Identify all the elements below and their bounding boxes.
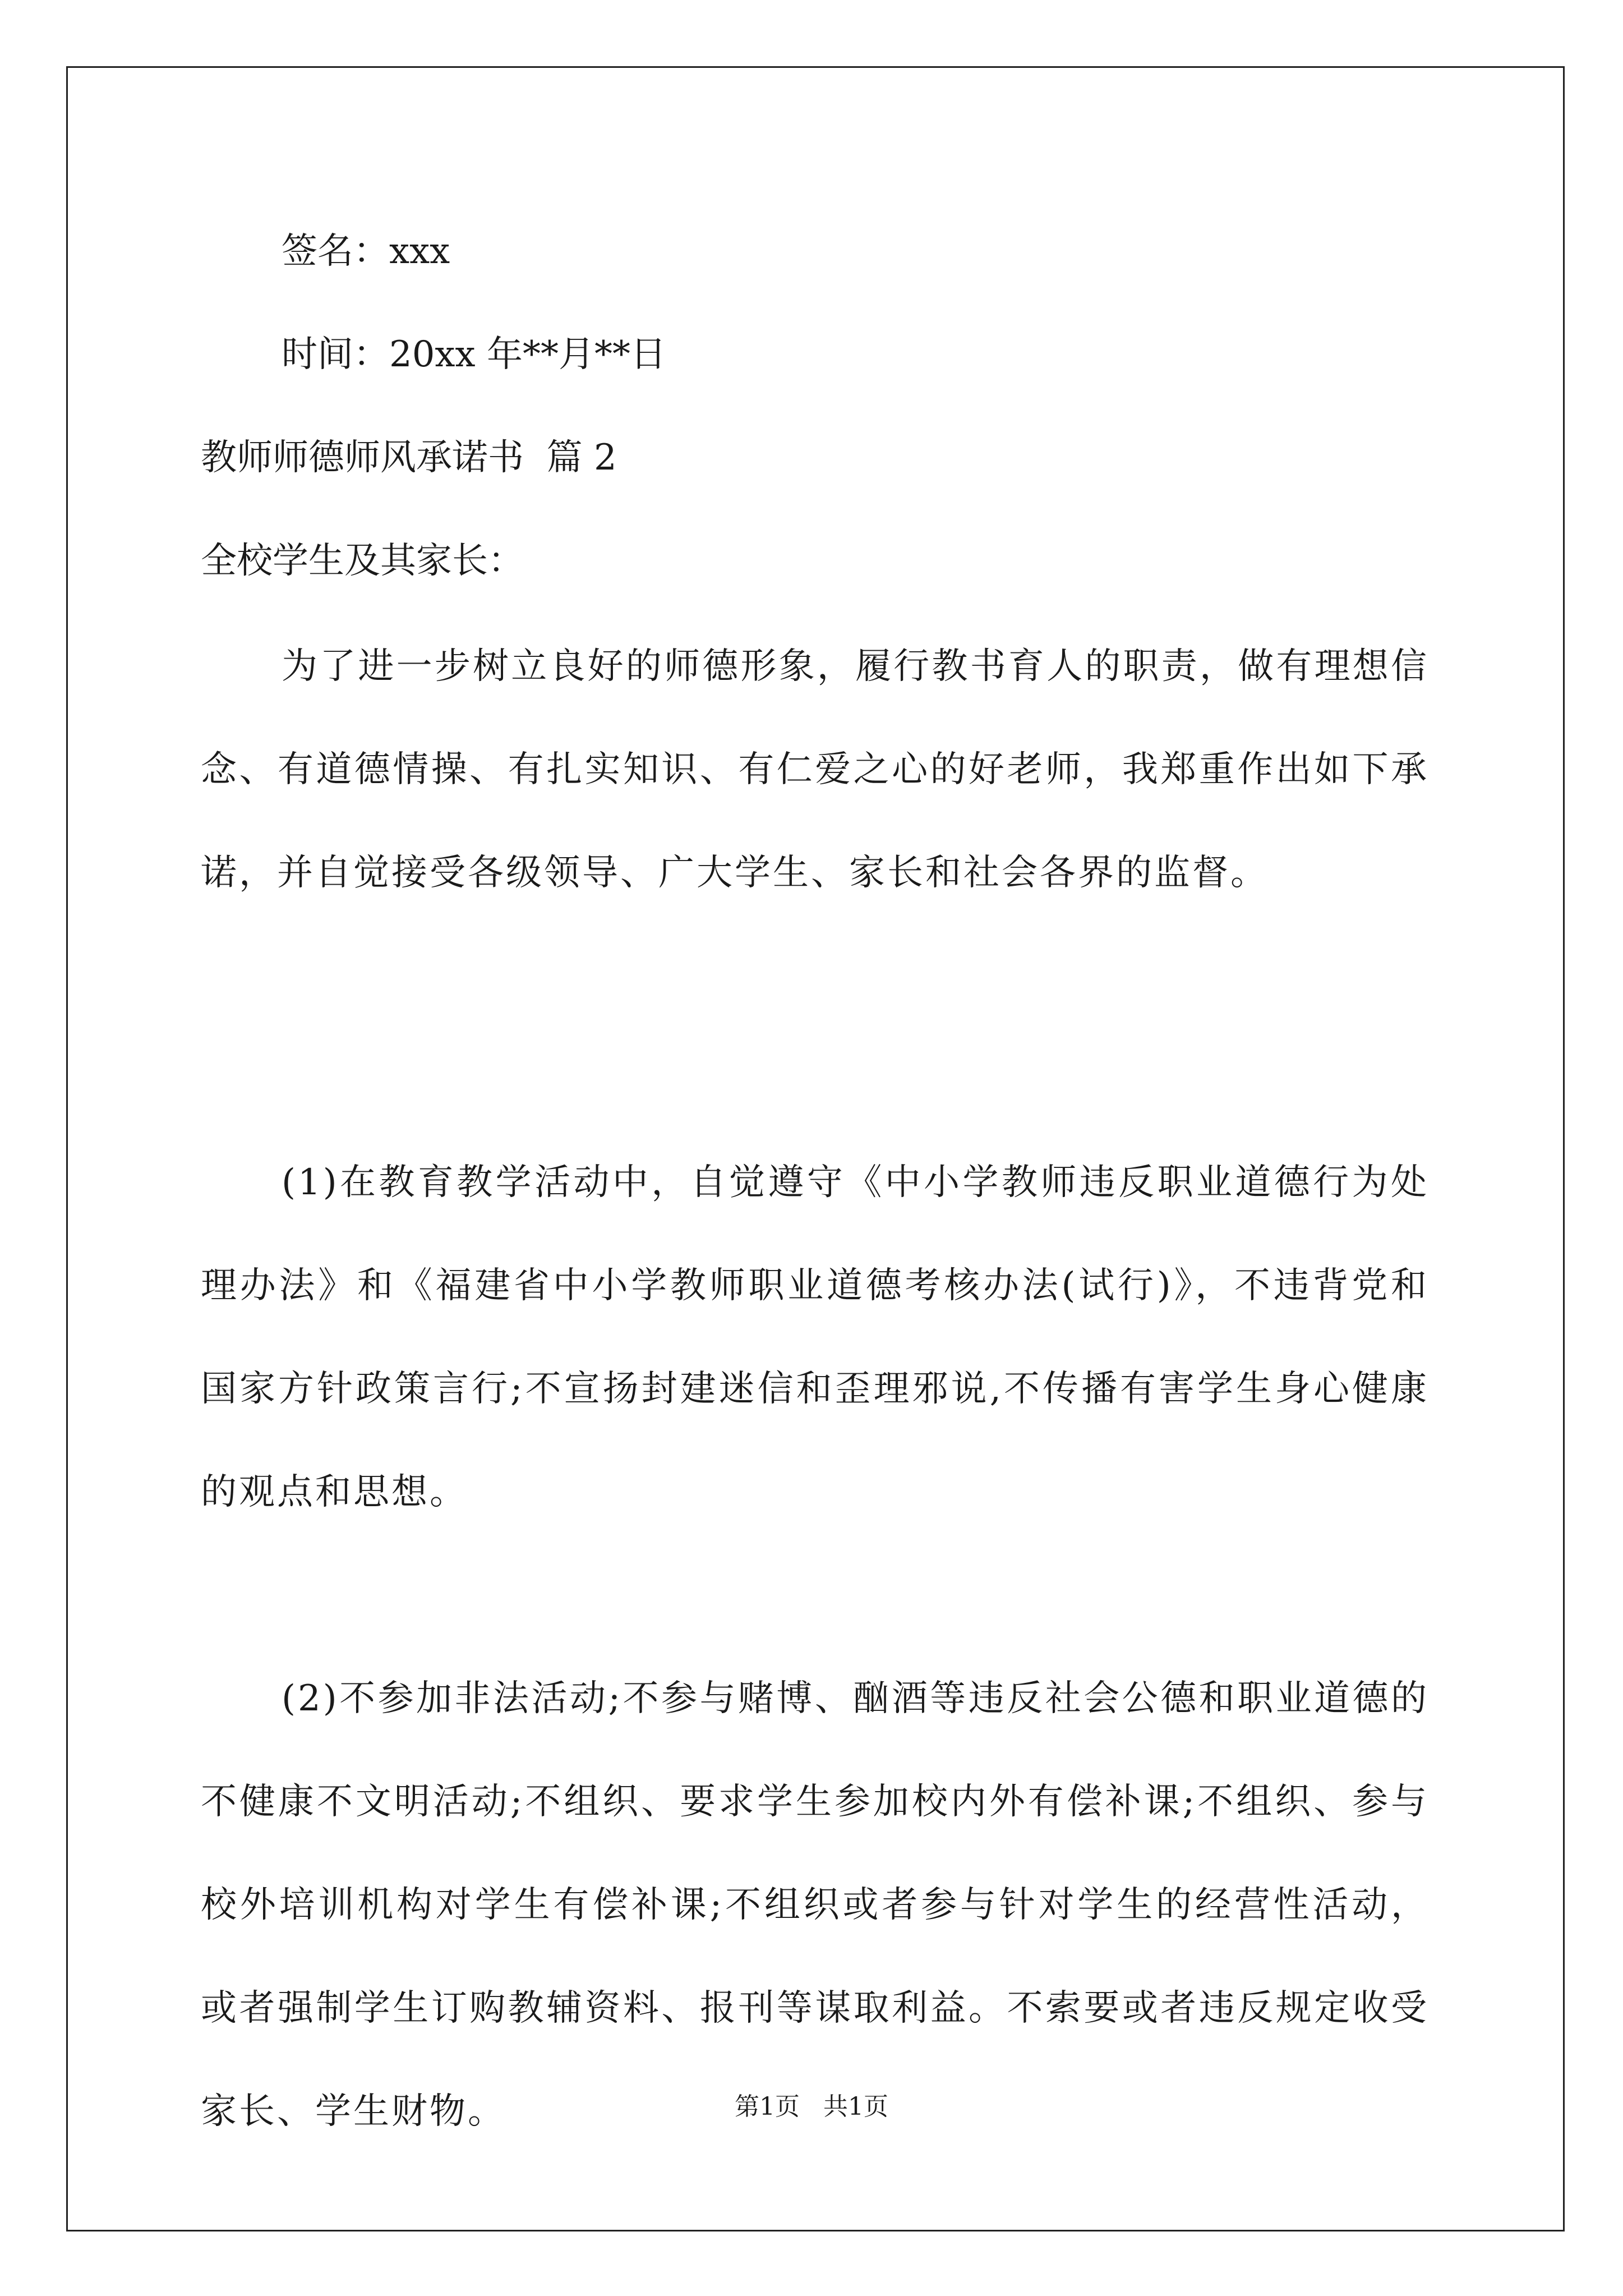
- paragraph-item-2: (2)不参加非法活动;不参与赌博、酗酒等违反社会公德和职业道德的不健康不文明活动;不组织、要求学生参加校内外有偿补课;不组织、参与校外培训机构对学生有偿补课;不组织或者参与针对学生的经营性活动，或者强制学生订购教辅资料、报刊等谋取利益。不索要或者违反规定收受家长、学生财物。: [201, 1678, 1429, 2132]
- signature-line: 签名：xxx: [282, 231, 450, 272]
- paragraph-intro: 为了进一步树立良好的师德形象，履行教书育人的职责，做有理想信念、有道德情操、有扎实知识、有仁爱之心的好老师，我郑重作出如下承诺，并自觉接受各级领导、广大学生、家长和社会各界的监督。: [201, 646, 1429, 894]
- page-footer: 第1页 共1页: [735, 2092, 888, 2121]
- section-heading: 教师师德师风承诺书 篇 2: [201, 437, 617, 478]
- date-line: 时间：20xx 年**月**日: [282, 334, 666, 375]
- paragraph-item-1: (1)在教育教学活动中，自觉遵守《中小学教师违反职业道德行为处理办法》和《福建省中小学教师职业道德考核办法(试行)》，不违背党和国家方针政策言行;不宣扬封建迷信和歪理邪说,不传播有害学生身心健康的观点和思想。: [201, 1162, 1429, 1513]
- salutation: 全校学生及其家长：: [201, 540, 524, 582]
